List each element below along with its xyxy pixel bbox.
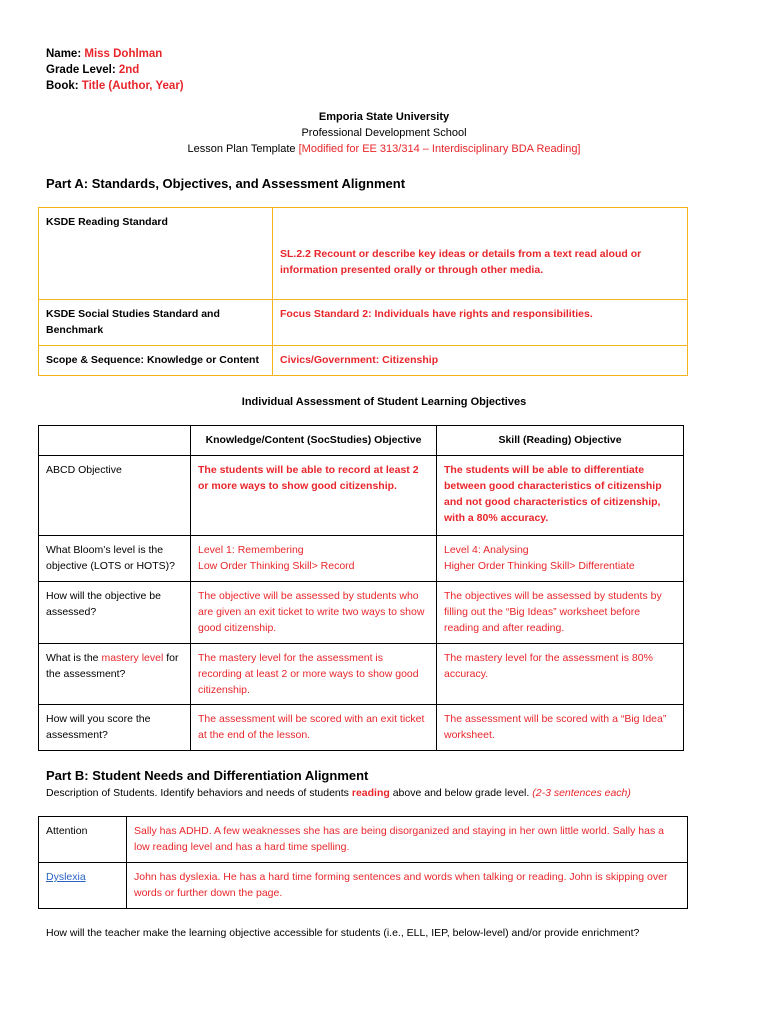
table-row	[39, 582, 684, 644]
table-row	[39, 300, 688, 346]
template-note: [Modified for EE 313/314 – Interdisciplinary BDA Reading]	[298, 143, 581, 155]
objectives-table	[38, 425, 684, 751]
blooms-skill-level: Level 4: Analysing	[444, 544, 529, 556]
part-a-title: Part A: Standards, Objectives, and Assessment Alignment	[46, 176, 406, 191]
social-studies-standard-label: KSDE Social Studies Standard and Benchmark	[39, 300, 273, 346]
attention-label: Attention	[39, 817, 127, 863]
students-description	[46, 787, 631, 799]
reading-standard-value: SL.2.2 Recount or describe key ideas or details from a text read aloud or information presented orally or through other media.	[273, 208, 688, 300]
mastery-skill: The mastery level for the assessment is 80% accuracy.	[437, 644, 684, 705]
blooms-skill	[437, 536, 684, 582]
mastery-label-highlight: mastery level	[101, 652, 164, 664]
mastery-label-pre: What is the	[46, 652, 102, 664]
table-row	[39, 346, 688, 376]
skill-column-header: Skill (Reading) Objective	[437, 426, 684, 456]
name-label: Name:	[46, 48, 82, 60]
score-label: How will you score the assessment?	[39, 705, 191, 751]
part-b-title: Part B: Student Needs and Differentiation Alignment	[46, 768, 369, 783]
corner-cell	[39, 426, 191, 456]
name-line	[46, 48, 162, 60]
blooms-skill-skill: Higher Order Thinking Skill> Differentiate	[444, 560, 635, 572]
students-description-pre: Description of Students. Identify behaviors and needs of students	[46, 787, 352, 799]
score-skill: The assessment will be scored with a “Big Idea” worksheet.	[437, 705, 684, 751]
abcd-skill: The students will be able to differentiate between good characteristics of citizenship and not good characteristics of citizenship, with a 80% accuracy.	[437, 456, 684, 536]
table-row	[39, 208, 688, 300]
assessed-skill: The objectives will be assessed by students by filling out the “Big Ideas” worksheet before reading and after reading.	[437, 582, 684, 644]
student-needs-table	[38, 816, 688, 909]
name-value: Miss Dohlman	[84, 48, 163, 60]
scope-sequence-label: Scope & Sequence: Knowledge or Content	[39, 346, 273, 376]
table-row	[39, 705, 684, 751]
grade-label: Grade Level:	[46, 64, 116, 76]
table-row	[39, 426, 684, 456]
book-line	[46, 80, 184, 92]
reading-standard-label: KSDE Reading Standard	[39, 208, 273, 300]
students-description-highlight: reading	[351, 787, 390, 799]
mastery-label	[39, 644, 191, 705]
book-label: Book:	[46, 80, 79, 92]
table-row	[39, 456, 684, 536]
dyslexia-cell	[39, 863, 127, 909]
school-name: Professional Development School	[301, 127, 467, 139]
dyslexia-description: John has dyslexia. He has a hard time forming sentences and words when talking or reading. John is skipping over words or further down the page.	[127, 863, 688, 909]
table-row	[39, 863, 688, 909]
assessed-knowledge: The objective will be assessed by students who are given an exit ticket to write two ways to show good citizenship.	[191, 582, 437, 644]
table-row	[39, 644, 684, 705]
book-value: Title (Author, Year)	[81, 80, 184, 92]
blooms-knowledge-level: Level 1: Remembering	[198, 544, 304, 556]
university-name: Emporia State University	[318, 111, 450, 123]
knowledge-column-header: Knowledge/Content (SocStudies) Objective	[191, 426, 437, 456]
standards-table	[38, 207, 688, 376]
grade-line	[46, 64, 139, 76]
students-description-note: (2-3 sentences each)	[532, 787, 631, 799]
blooms-knowledge-skill: Low Order Thinking Skill> Record	[198, 560, 355, 572]
abcd-label: ABCD Objective	[39, 456, 191, 536]
attention-description: Sally has ADHD. A few weaknesses she has are being disorganized and staying in her own little world. Sally has a low reading level and has a hard time spelling.	[127, 817, 688, 863]
blooms-label: What Bloom’s level is the objective (LOTS or HOTS)?	[39, 536, 191, 582]
score-knowledge: The assessment will be scored with an exit ticket at the end of the lesson.	[191, 705, 437, 751]
students-description-post: above and below grade level.	[389, 787, 533, 799]
social-studies-standard-value: Focus Standard 2: Individuals have rights and responsibilities.	[273, 300, 688, 346]
mastery-knowledge: The mastery level for the assessment is recording at least 2 or more ways to show good citizenship.	[191, 644, 437, 705]
mastery-label-post: for the assessment?	[46, 652, 179, 680]
abcd-knowledge: The students will be able to record at least 2 or more ways to show good citizenship.	[191, 456, 437, 536]
scope-sequence-value: Civics/Government: Citizenship	[273, 346, 688, 376]
assessed-label: How will the objective be assessed?	[39, 582, 191, 644]
template-label: Lesson Plan Template	[187, 143, 296, 155]
grade-value: 2nd	[118, 64, 140, 76]
objectives-title: Individual Assessment of Student Learning Objectives	[241, 396, 527, 408]
blooms-knowledge	[191, 536, 437, 582]
accessibility-question: How will the teacher make the learning objective accessible for students (i.e., ELL, IEP, below-level) and/or provide enrichment?	[46, 927, 640, 939]
table-row	[39, 536, 684, 582]
table-row	[39, 817, 688, 863]
dyslexia-link[interactable]: Dyslexia	[46, 871, 86, 883]
template-line	[0, 143, 768, 155]
